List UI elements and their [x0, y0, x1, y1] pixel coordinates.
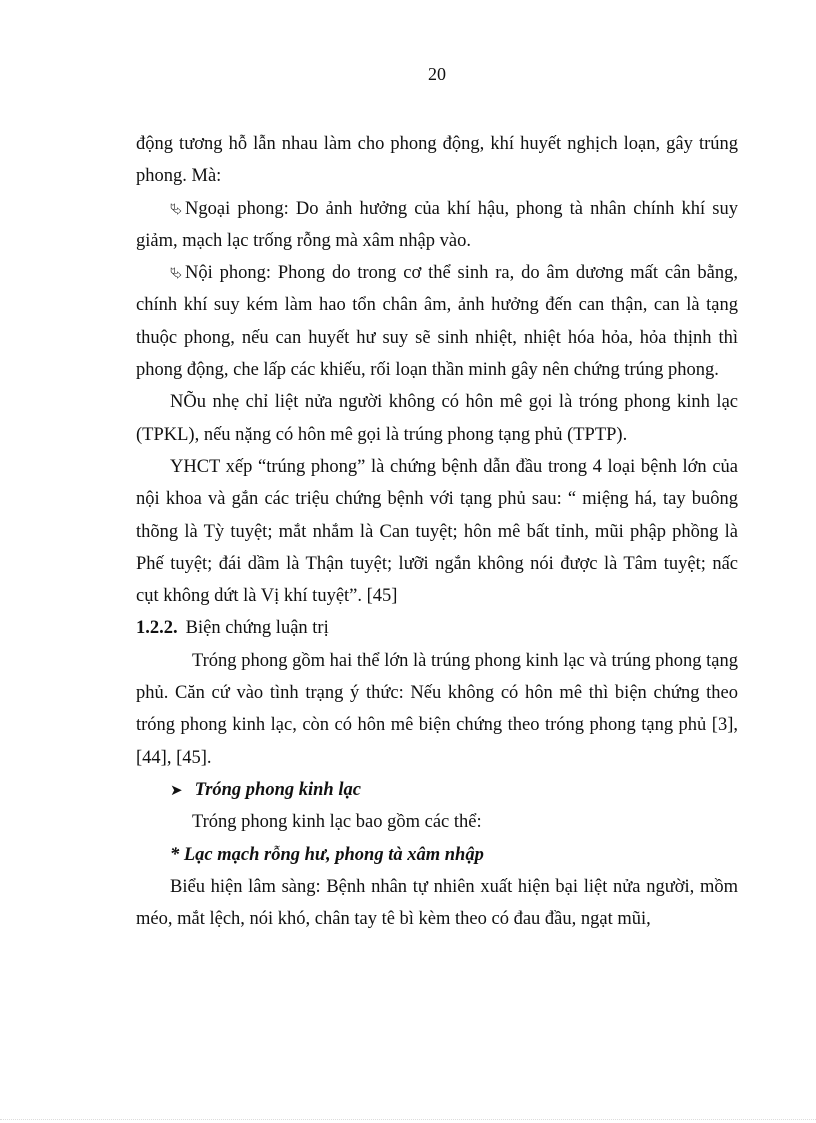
subheading-1-text: Tróng phong kinh lạc [194, 779, 361, 800]
document-body [136, 128, 738, 935]
section-heading-number: 1.2.2. [136, 618, 178, 639]
paragraph-8: Biểu hiện lâm sàng: Bệnh nhân tự nhiên xuất hiện bại liệt nửa người, mồm méo, mắt lệch, nói khó, chân tay tê bì kèm theo có đau đầu, ngạt mũi, [136, 876, 738, 930]
noi-phong-text: Nội phong: Phong do trong cơ thể sinh ra, do âm dương mất cân bằng, chính khí suy kém làm hao tổn chân âm, ảnh hưởng đến can thận, can là tạng thuộc phong, nếu can huyết hư suy sẽ sinh nhiệt, nhiệt hóa hỏa, hỏa thịnh thì phong động, che lấp các khiếu, rối loạn thần minh gây nên chứng trúng phong. [136, 263, 738, 381]
paragraph-7: Tróng phong kinh lạc bao gồm các thể: [192, 812, 482, 833]
page-number: 20 [428, 64, 446, 84]
subheading-lac-mach: * Lạc mạch rỗng hư, phong tà xâm nhập [170, 844, 484, 865]
ngoai-phong-text: Ngoại phong: Do ảnh hưởng của khí hậu, phong tà nhân chính khí suy giảm, mạch lạc trống rỗng mà xâm nhập vào. [136, 198, 738, 251]
paragraph-6: Tróng phong gồm hai thể lớn là trúng phong kinh lạc và trúng phong tạng phủ. Căn cứ vào tình trạng ý thức: Nếu không có hôn mê thì biện chứng theo tróng phong kinh lạc, còn có hôn mê biện chứng theo tróng phong tạng phủ [3], [44], [45]. [136, 650, 738, 768]
section-heading-title: Biện chứng luận trị [185, 618, 329, 639]
paragraph-ngoai-phong [136, 193, 738, 258]
subheading-trong-phong-kinh-lac [136, 774, 738, 806]
paragraph-5: YHCT xếp “trúng phong” là chứng bệnh dẫn đầu trong 4 loại bệnh lớn của nội khoa và gắn các triệu chứng bệnh với tạng phủ sau: “ miệng há, tay buông thõng là Tỳ tuyệt; mắt nhắm là Can tuyệt; hôn mê bất tỉnh, mũi phập phồng là Phế tuyệt; đái dầm là Thận tuyệt; lưỡi ngắn không nói được là Tâm tuyệt; nấc cụt không dứt là Vị khí tuyệt”. [45] [136, 456, 738, 607]
paragraph-1: động tương hỗ lẫn nhau làm cho phong động, khí huyết nghịch loạn, gây trúng phong. Mà: [136, 134, 738, 187]
paragraph-4: NÕu nhẹ chỉ liệt nửa người không có hôn mê gọi là tróng phong kinh lạc (TPKL), nếu nặng có hôn mê gọi là trúng phong tạng phủ (TPTP). [136, 392, 738, 445]
section-heading [136, 612, 738, 644]
arrow-hook-icon: ⮱ [170, 199, 183, 218]
arrowhead-bullet-icon: ➤ [170, 780, 183, 799]
arrow-hook-icon: ⮱ [170, 264, 183, 283]
paragraph-noi-phong [136, 257, 738, 386]
bottom-rule [0, 1119, 816, 1120]
